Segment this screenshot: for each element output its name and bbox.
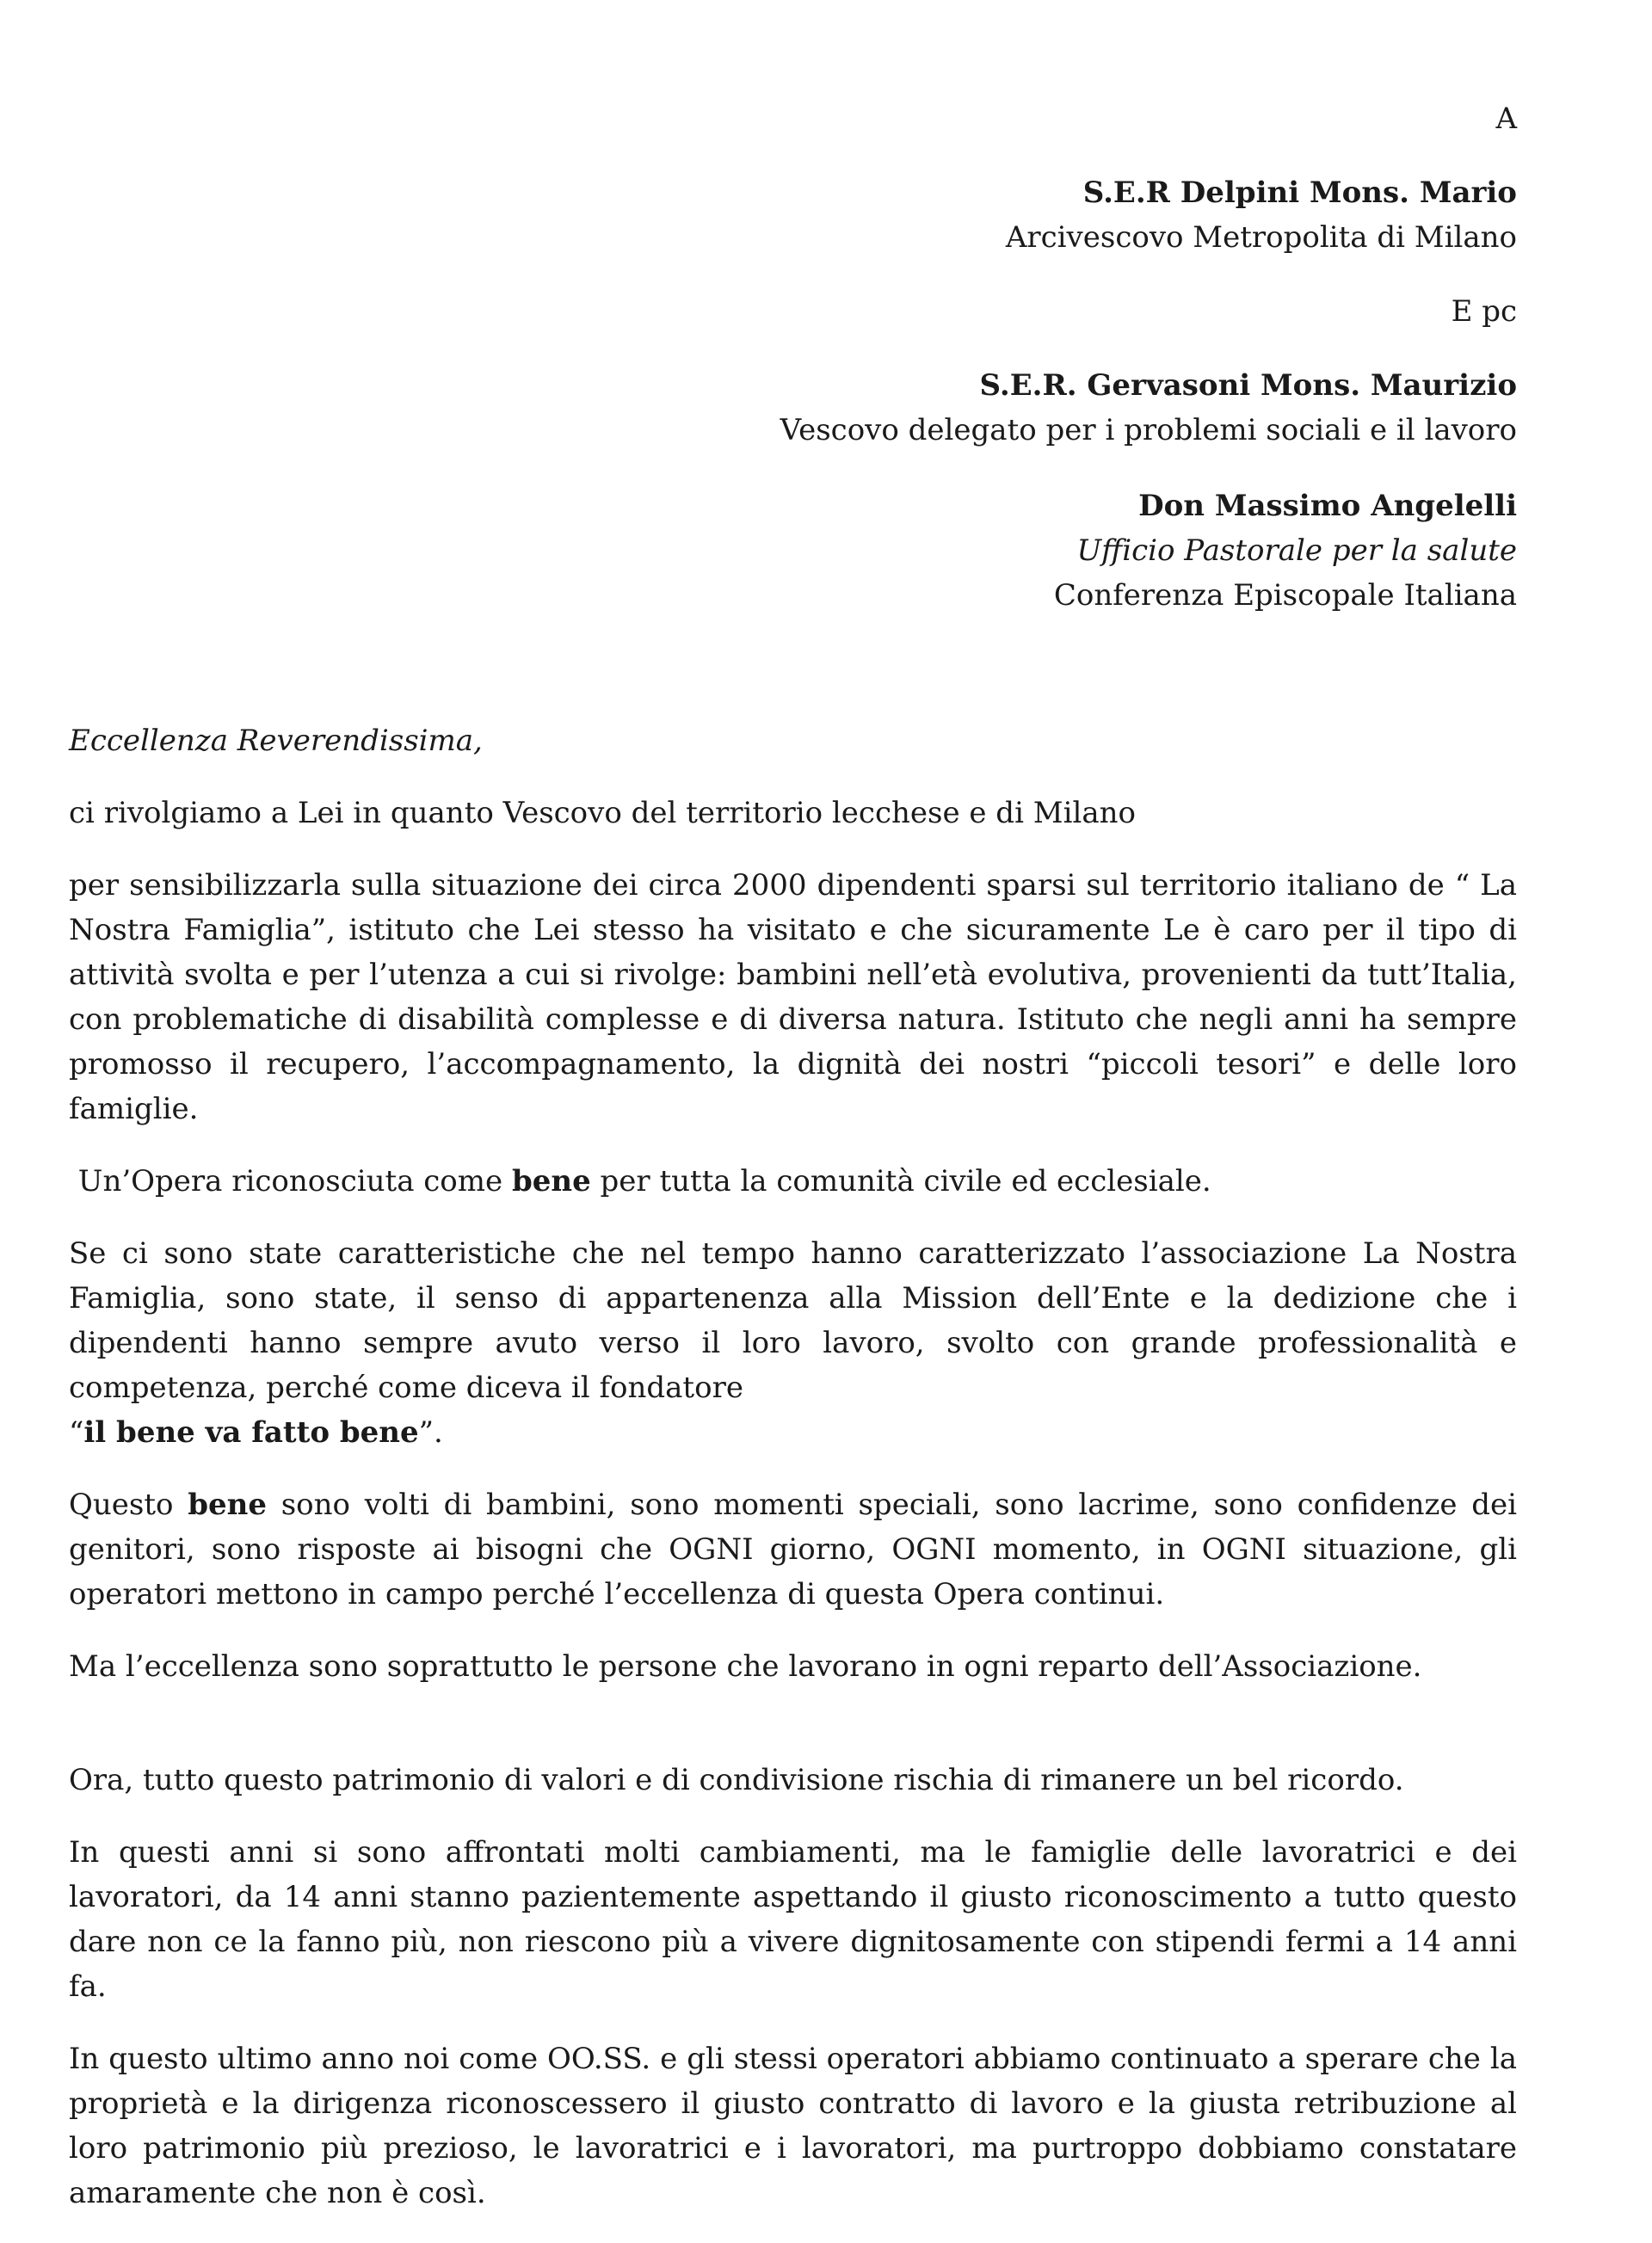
paragraph-opera-text-b: per tutta la comunità civile ed ecclesiale.: [590, 1164, 1211, 1199]
paragraph-bene-text-b: sono volti di bambini, sono momenti speciali, sono lacrime, sono confidenze dei genitori, sono risposte ai bisogni che OGNI giorno, OGNI momento, in OGNI situazione, gli operatori mettono in campo perché l’eccellenza di questa Opera continui.: [69, 1488, 1518, 1611]
paragraph-excellence: Ma l’eccellenza sono soprattutto le persone che lavorano in ogni reparto dell’Associazione.: [69, 1649, 1422, 1684]
paragraph-characteristics: [69, 1231, 1517, 1455]
recipient2-name: S.E.R. Gervasoni Mons. Maurizio: [979, 368, 1517, 403]
paragraph-bene: [69, 1482, 1517, 1617]
recipient2-title: Vescovo delegato per i problemi sociali e il lavoro: [780, 413, 1517, 447]
quote-open: “: [69, 1415, 84, 1450]
salutation: Eccellenza Reverendissima,: [69, 724, 483, 758]
paragraph-unions: In questo ultimo anno noi come OO.SS. e gli stessi operatori abbiamo continuato a sperare che la proprietà e la dirigenza riconoscessero il giusto contratto di lavoro e la giusta retribuzione al loro patrimonio più prezioso, le lavoratrici e i lavoratori, ma purtroppo dobbiamo constatare amaramente che non è così.: [69, 2042, 1517, 2210]
paragraph-opera-text-a: Un’Opera riconosciuta come: [69, 1164, 512, 1199]
quote-close: ”.: [418, 1415, 443, 1450]
recipient1-name: S.E.R Delpini Mons. Mario: [1082, 176, 1517, 210]
letter-body: [69, 718, 1517, 2243]
paragraph-heritage: Ora, tutto questo patrimonio di valori e di condivisione rischia di rimanere un bel ricordo.: [69, 1763, 1404, 1797]
recipient3-office: Ufficio Pastorale per la salute: [1076, 533, 1517, 568]
paragraph-changes: In questi anni si sono affrontati molti cambiamenti, ma le famiglie delle lavoratrici e dei lavoratori, da 14 anni stanno pazientemente aspettando il giusto riconoscimento a tutto questo dare non ce la fanno più, non riescono più a vivere dignitosamente con stipendi fermi a 14 anni fa.: [69, 1835, 1517, 2004]
addressee-prefix: A: [1495, 102, 1517, 136]
paragraph-bene-bold: bene: [188, 1488, 267, 1522]
addressee-block: [398, 96, 1517, 618]
recipient3-name: Don Massimo Angelelli: [1138, 489, 1517, 523]
recipient3-org: Conferenza Episcopale Italiana: [1053, 578, 1517, 613]
paragraph-bene-text-a: Questo: [69, 1488, 188, 1522]
recipient1-title: Arcivescovo Metropolita di Milano: [1005, 220, 1517, 255]
paragraph-situation: per sensibilizzarla sulla situazione dei circa 2000 dipendenti sparsi sul territorio italiano de “ La Nostra Famiglia”, istituto che Lei stesso ha visitato e che sicuramente Le è caro per il tipo di attività svolta e per l’utenza a cui si rivolge: bambini nell’età evolutiva, provenienti da tutt’Italia, con problematiche di disabilità complesse e di diversa natura. Istituto che negli anni ha sempre promosso il recupero, l’accompagnamento, la dignità dei nostri “piccoli tesori” e delle loro famiglie.: [69, 868, 1517, 1126]
cc-label: E pc: [1451, 294, 1517, 329]
paragraph-opera: [69, 1159, 1517, 1204]
paragraph-characteristics-text: Se ci sono state caratteristiche che nel tempo hanno caratterizzato l’associazione La Nostra Famiglia, sono state, il senso di appartenenza alla Mission dell’Ente e la dedizione che i dipendenti hanno sempre avuto verso il loro lavoro, svolto con grande professionalità e competenza, perché come diceva il fondatore: [69, 1236, 1517, 1405]
paragraph-intro: ci rivolgiamo a Lei in quanto Vescovo del territorio lecchese e di Milano: [69, 796, 1136, 830]
spacer: [69, 1716, 1517, 1758]
paragraph-opera-bold: bene: [511, 1164, 591, 1199]
quote-bold: il bene va fatto bene: [83, 1415, 419, 1450]
